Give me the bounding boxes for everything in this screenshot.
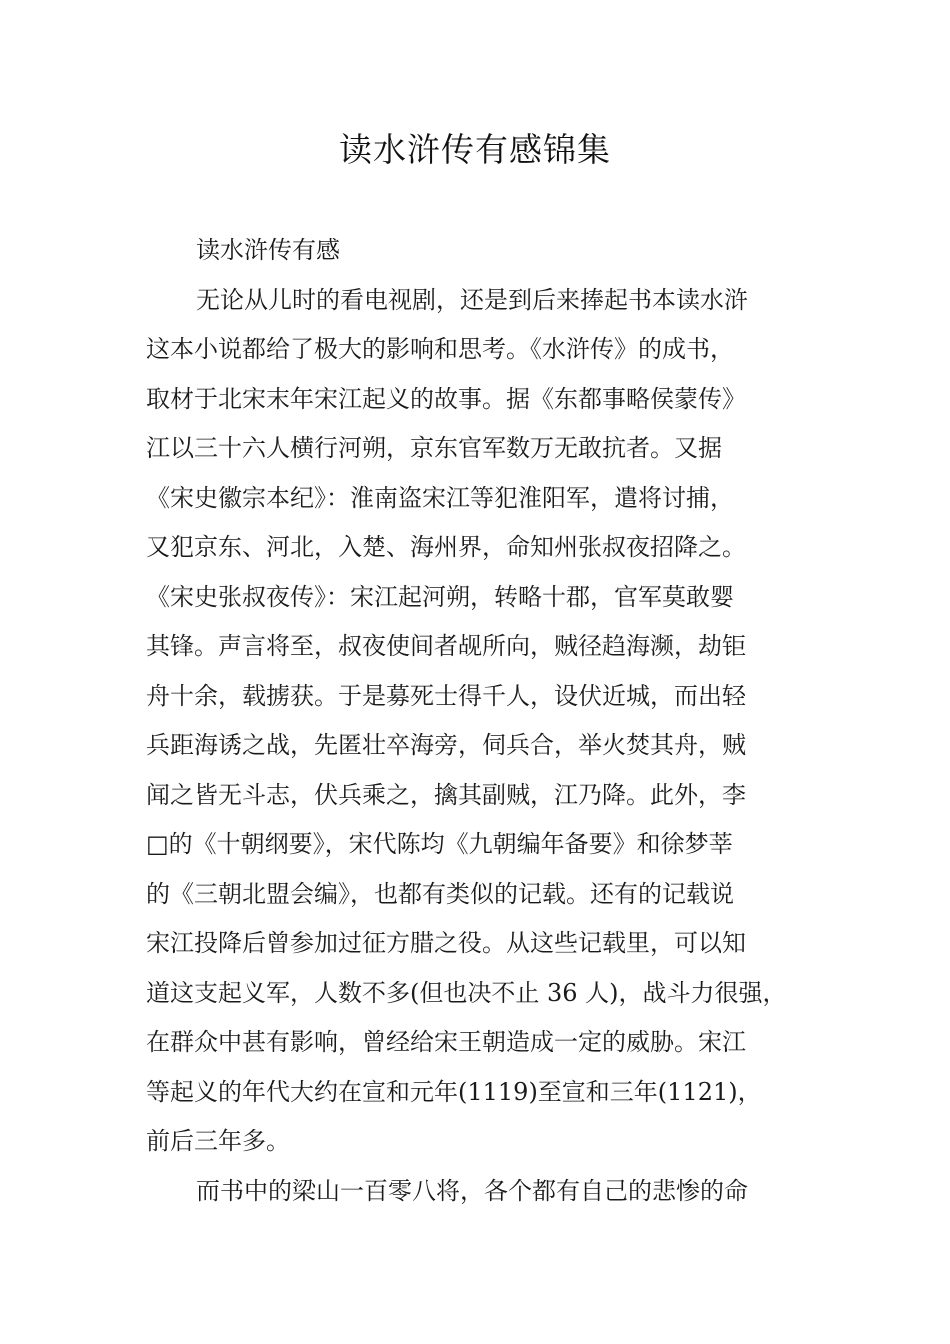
paragraph-line: 宋江投降后曾参加过征方腊之役。从这些记载里，可以知 <box>146 929 746 957</box>
paragraph-line: 又犯京东、河北，入楚、海州界，命知州张叔夜招降之。 <box>146 533 746 561</box>
paragraph-line: 取材于北宋末年宋江起义的故事。据《东都事略侯蒙传》 <box>146 384 746 413</box>
document-title: 读水浒传有感锦集 <box>339 130 611 169</box>
section-heading: 读水浒传有感 <box>196 236 340 264</box>
paragraph-1 <box>146 276 826 1167</box>
paragraph-2 <box>146 1167 826 1217</box>
paragraph-line: □的《十朝纲要》，宋代陈均《九朝编年备要》和徐梦莘 <box>146 830 733 858</box>
paragraph-line: 这本小说都给了极大的影响和思考。《水浒传》的成书， <box>146 335 734 363</box>
paragraph-line: 《宋史张叔夜传》：宋江起河朔，转略十郡，官军莫敢婴 <box>146 582 734 611</box>
paragraph-line: 在群众中甚有影响，曾经给宋王朝造成一定的威胁。宋江 <box>146 1028 746 1056</box>
paragraph-line: 《宋史徽宗本纪》：淮南盗宋江等犯淮阳军，遣将讨捕， <box>146 483 734 512</box>
paragraph-line: 江以三十六人横行河朔，京东官军数万无敢抗者。又据 <box>146 434 722 462</box>
paragraph-line: 无论从儿时的看电视剧，还是到后来捧起书本读水浒 <box>196 285 748 314</box>
paragraph-line: 等起义的年代大约在宣和元年(1119)至宣和三年(1121)， <box>146 1077 762 1106</box>
paragraph-line: 而书中的梁山一百零八将，各个都有自己的悲惨的命 <box>196 1176 748 1205</box>
paragraph-line: 道这支起义军，人数不多(但也决不止 36 人)，战斗力很强， <box>146 978 787 1007</box>
paragraph-line: 闻之皆无斗志，伏兵乘之，擒其副贼，江乃降。此外，李 <box>146 780 746 809</box>
document-body <box>146 226 826 1216</box>
paragraph-line: 其锋。声言将至，叔夜使间者觇所向，贼径趋海濒，劫钜 <box>146 632 746 660</box>
paragraph-line: 的《三朝北盟会编》，也都有类似的记载。还有的记载说 <box>146 879 734 908</box>
paragraph-line: 兵距海诱之战，先匿壮卒海旁，伺兵合，举火焚其舟，贼 <box>146 731 746 759</box>
paragraph-line: 前后三年多。 <box>146 1127 290 1155</box>
paragraph-line: 舟十余，载掳获。于是募死士得千人，设伏近城，而出轻 <box>146 681 746 710</box>
